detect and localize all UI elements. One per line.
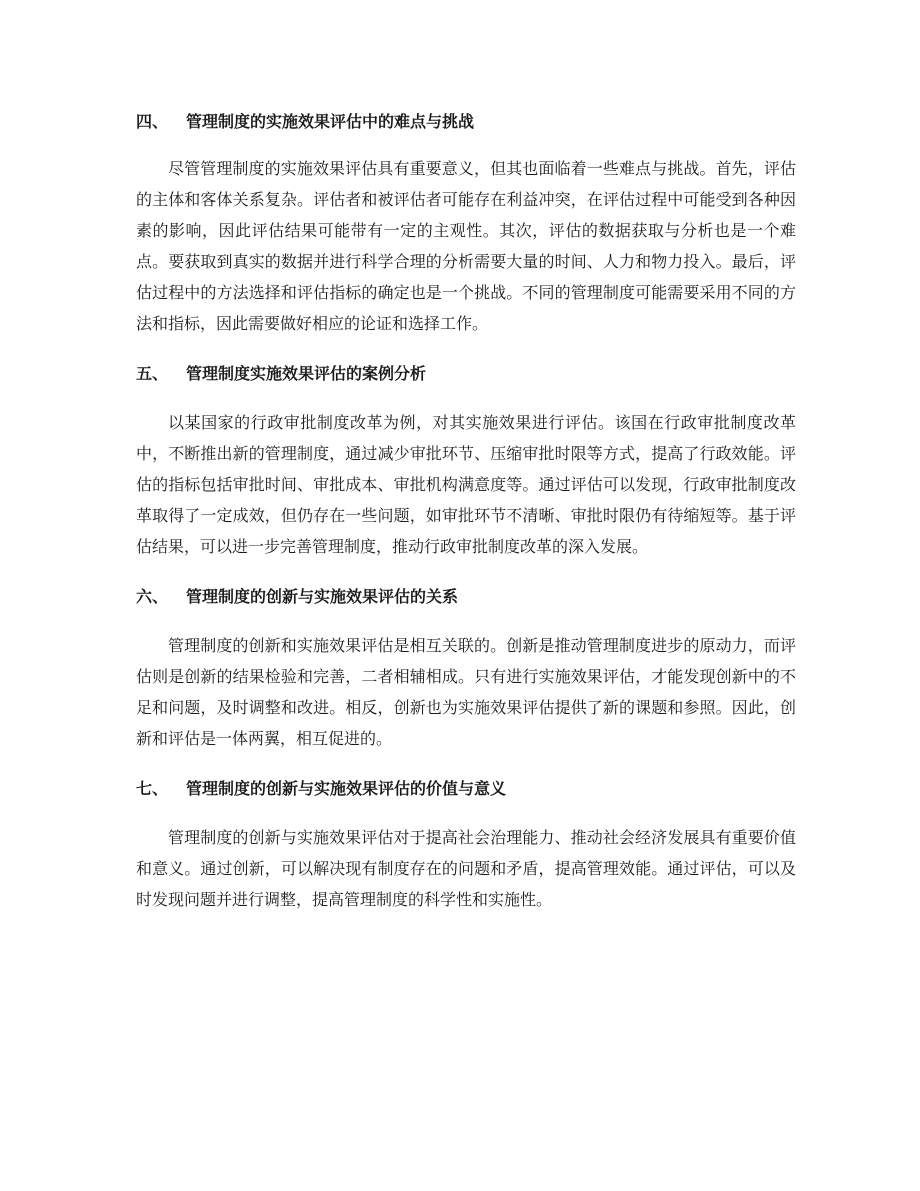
section-paragraph: 管理制度的创新与实施效果评估对于提高社会治理能力、推动社会经济发展具有重要价值和意义。通过创新，可以解决现有制度存在的问题和矛盾，提高管理效能。通过评估，可以及时发现问题并进行调整，提高管理制度的科学性和实施性。 (136, 828, 796, 909)
section-title: 管理制度的创新与实施效果评估的价值与意义 (186, 779, 507, 798)
section-4 (136, 107, 796, 339)
section-paragraph: 管理制度的创新和实施效果评估是相互关联的。创新是推动管理制度进步的原动力，而评估则是创新的结果检验和完善，二者相辅相成。只有进行实施效果评估，才能发现创新中的不足和问题，及时调整和改进。相反，创新也为实施效果评估提供了新的课题和参照。因此，创新和评估是一体两翼，相互促进的。 (136, 636, 796, 748)
section-number: 六、 (136, 587, 169, 606)
section-heading (136, 359, 796, 389)
section-number: 四、 (136, 112, 169, 131)
section-heading (136, 582, 796, 612)
section-paragraph: 尽管管理制度的实施效果评估具有重要意义，但其也面临着一些难点与挑战。首先，评估的主体和客体关系复杂。评估者和被评估者可能存在利益冲突，在评估过程中可能受到各种因素的影响，因此评估结果可能带有一定的主观性。其次，评估的数据获取与分析也是一个难点。要获取到真实的数据并进行科学合理的分析需要大量的时间、人力和物力投入。最后，评估过程中的方法选择和评估指标的确定也是一个挑战。不同的管理制度可能需要采用不同的方法和指标，因此需要做好相应的论证和选择工作。 (136, 159, 796, 333)
section-title: 管理制度的实施效果评估中的难点与挑战 (186, 112, 475, 131)
section-number: 七、 (136, 779, 169, 798)
section-5 (136, 359, 796, 562)
document-page (136, 0, 796, 915)
section-paragraph: 以某国家的行政审批制度改革为例，对其实施效果进行评估。该国在行政审批制度改革中，不断推出新的管理制度，通过减少审批环节、压缩审批时限等方式，提高了行政效能。评估的指标包括审批时间、审批成本、审批机构满意度等。通过评估可以发现，行政审批制度改革取得了一定成效，但仍存在一些问题，如审批环节不清晰、审批时限仍有待缩短等。基于评估结果，可以进一步完善管理制度，推动行政审批制度改革的深入发展。 (136, 413, 796, 556)
section-heading (136, 107, 796, 137)
section-title: 管理制度实施效果评估的案例分析 (186, 364, 427, 383)
section-6 (136, 582, 796, 754)
section-7 (136, 774, 796, 915)
section-heading (136, 774, 796, 804)
section-title: 管理制度的创新与实施效果评估的关系 (186, 587, 459, 606)
section-number: 五、 (136, 364, 169, 383)
